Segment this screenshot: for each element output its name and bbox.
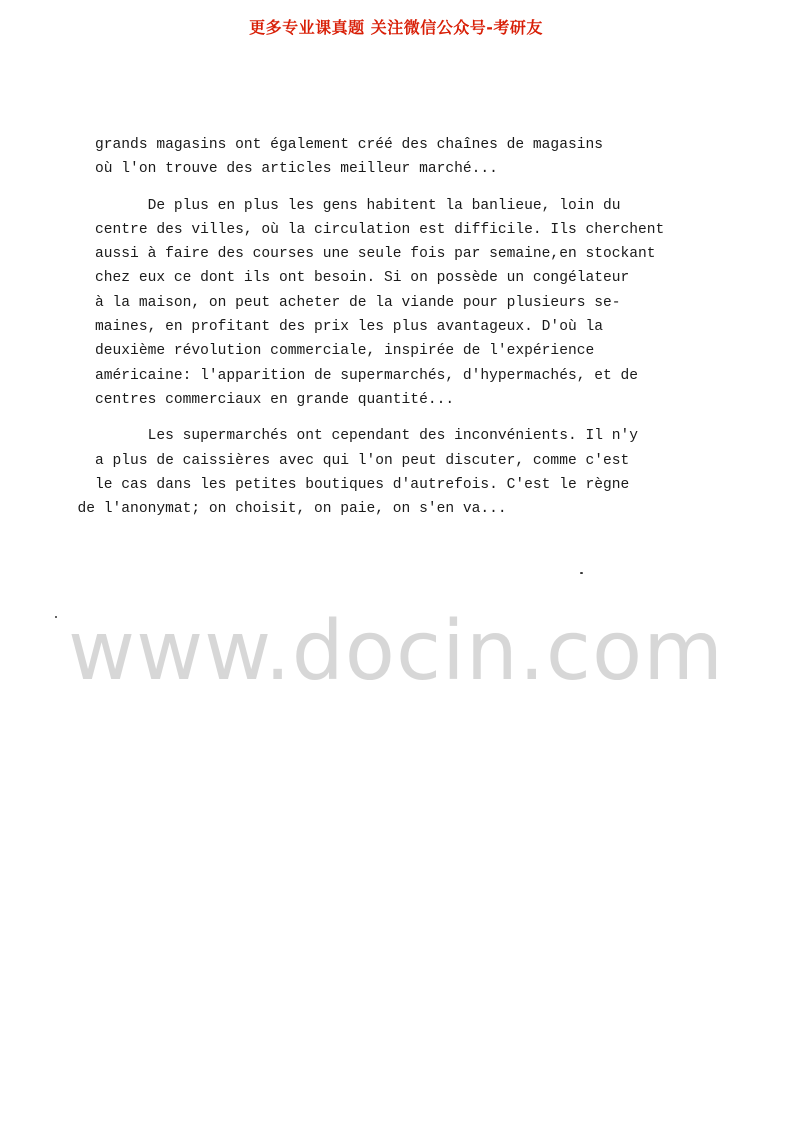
- scan-speck: [580, 572, 583, 574]
- text-line: deuxième révolution commerciale, inspirée de l'expérience: [60, 343, 595, 360]
- text-line: où l'on trouve des articles meilleur marché...: [60, 161, 498, 178]
- text-line: le cas dans les petites boutiques d'autrefois. C'est le règne: [60, 476, 630, 493]
- text-line: centres commerciaux en grande quantité...: [60, 391, 455, 408]
- text-line: chez eux ce dont ils ont besoin. Si on possède un congélateur: [60, 270, 630, 287]
- text-line: a plus de caissières avec qui l'on peut discuter, comme c'est: [60, 452, 630, 469]
- text-line: à la maison, on peut acheter de la viande pour plusieurs se-: [60, 294, 621, 311]
- text-line: aussi à faire des courses une seule fois par semaine,en stockant: [60, 246, 656, 263]
- watermark: www.docin.com: [68, 604, 724, 699]
- text-line: de l'anonymat; on choisit, on paie, on s'en va...: [60, 501, 507, 518]
- paragraph-3: [60, 424, 760, 521]
- text-line: De plus en plus les gens habitent la banlieue, loin du: [60, 197, 621, 214]
- paragraph-1: [60, 133, 760, 182]
- document-body: [60, 133, 760, 521]
- header-banner: 更多专业课真题 关注微信公众号-考研友: [249, 18, 543, 37]
- text-line: grands magasins ont également créé des chaînes de magasins: [60, 137, 603, 153]
- text-line: américaine: l'apparition de supermarchés, d'hypermachés, et de: [60, 367, 639, 384]
- text-line: maines, en profitant des prix les plus avantageux. D'où la: [60, 319, 603, 336]
- text-line: Les supermarchés ont cependant des inconvénients. Il n'y: [60, 428, 639, 445]
- paragraph-2: [60, 194, 760, 413]
- text-line: centre des villes, où la circulation est difficile. Ils cherchent: [60, 221, 665, 238]
